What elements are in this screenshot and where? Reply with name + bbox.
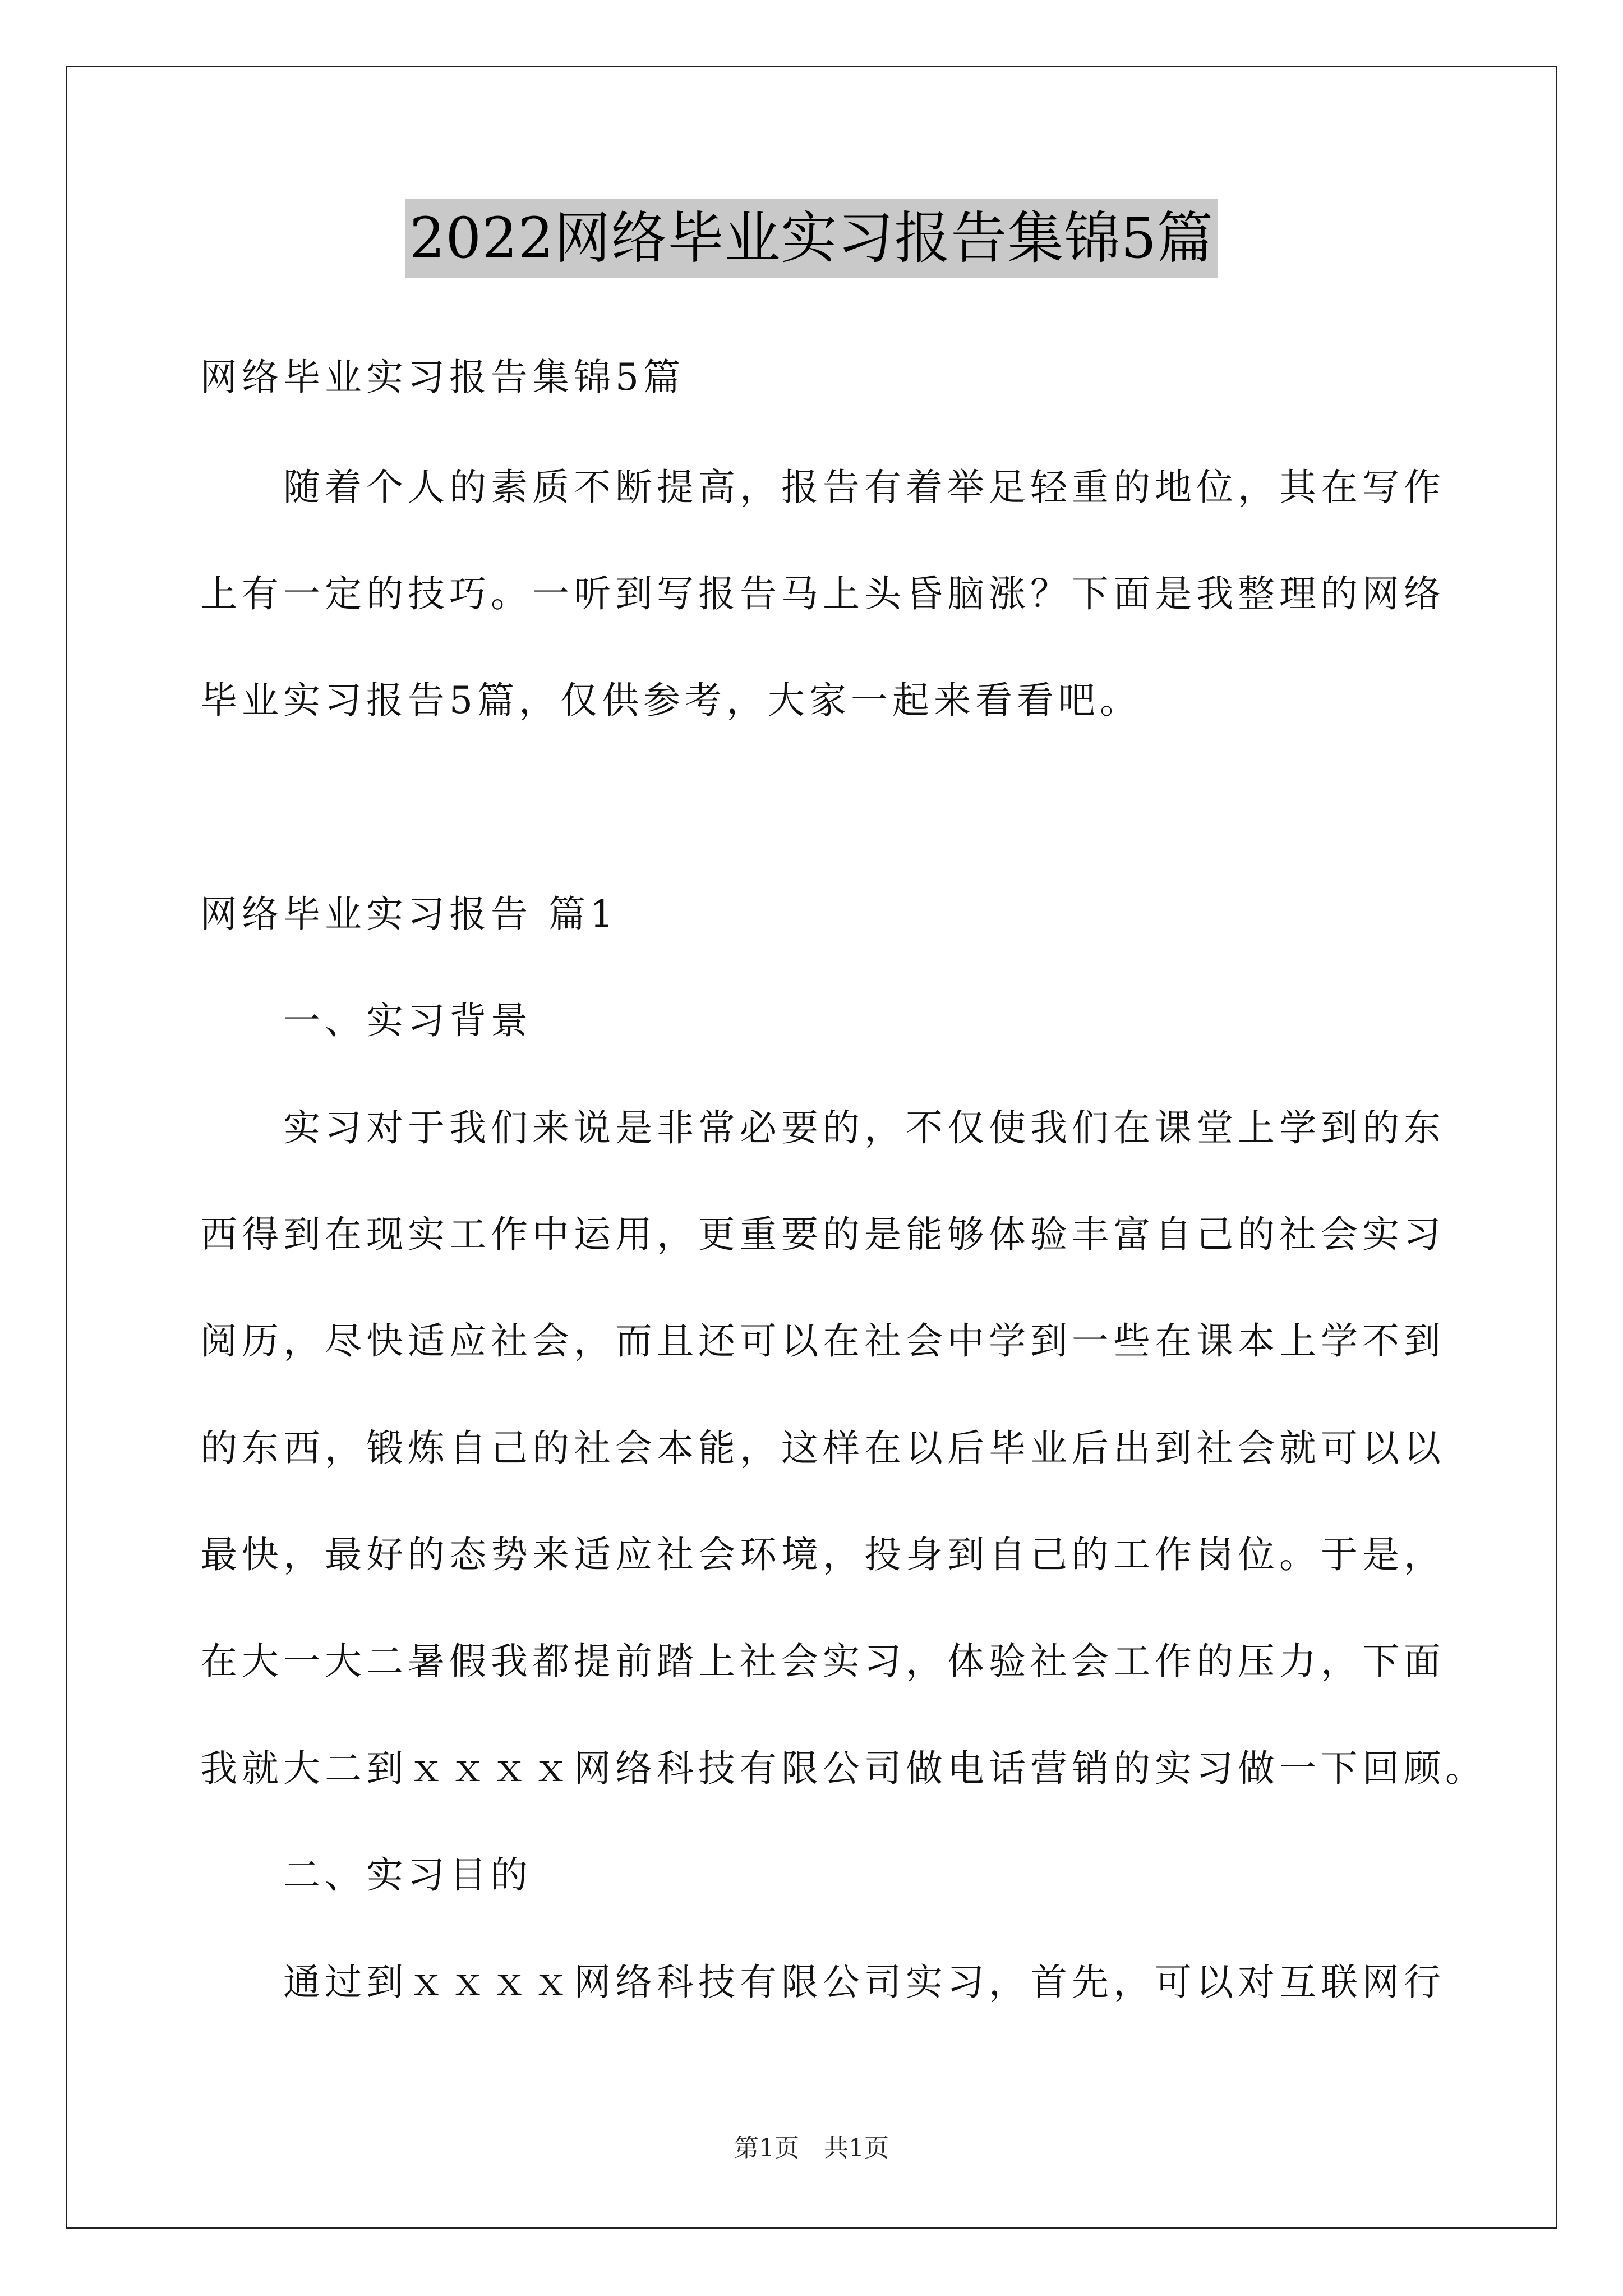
paragraph-line: 最快，最好的态势来适应社会环境，投身到自己的工作岗位。于是， <box>200 1533 1445 1576</box>
paragraph-line: 的东西，锻炼自己的社会本能，这样在以后毕业后出到社会就可以以 <box>200 1427 1445 1470</box>
paragraph-line: 通过到ｘｘｘｘ网络科技有限公司实习，首先，可以对互联网行 <box>283 1961 1445 2004</box>
page-footer: 第1页 共1页 <box>734 2134 889 2162</box>
document-title: 2022网络毕业实习报告集锦5篇 <box>405 199 1218 278</box>
paragraph-line: 实习对于我们来说是非常必要的，不仅使我们在课堂上学到的东 <box>283 1106 1445 1149</box>
subheading-background: 一、实习背景 <box>283 999 532 1042</box>
intro-line: 随着个人的素质不断提高，报告有着举足轻重的地位，其在写作 <box>283 466 1445 509</box>
paragraph-line: 西得到在现实工作中运用，更重要的是能够体验丰富自己的社会实习 <box>200 1213 1445 1256</box>
intro-line: 毕业实习报告5篇，仅供参考，大家一起来看看吧。 <box>200 679 1141 722</box>
paragraph-line: 阅历，尽快适应社会，而且还可以在社会中学到一些在课本上学不到 <box>200 1319 1445 1363</box>
section-heading: 网络毕业实习报告 篇1 <box>200 892 618 936</box>
subheading-purpose: 二、实习目的 <box>283 1853 532 1897</box>
intro-line: 上有一定的技巧。一听到写报告马上头昏脑涨？下面是我整理的网络 <box>200 572 1445 615</box>
title-container <box>0 199 1623 278</box>
paragraph-line: 我就大二到ｘｘｘｘ网络科技有限公司做电话营销的实习做一下回顾。 <box>200 1747 1487 1790</box>
paragraph-line: 在大一大二暑假我都提前踏上社会实习，体验社会工作的压力，下面 <box>200 1640 1445 1683</box>
document-subtitle: 网络毕业实习报告集锦5篇 <box>200 356 685 399</box>
